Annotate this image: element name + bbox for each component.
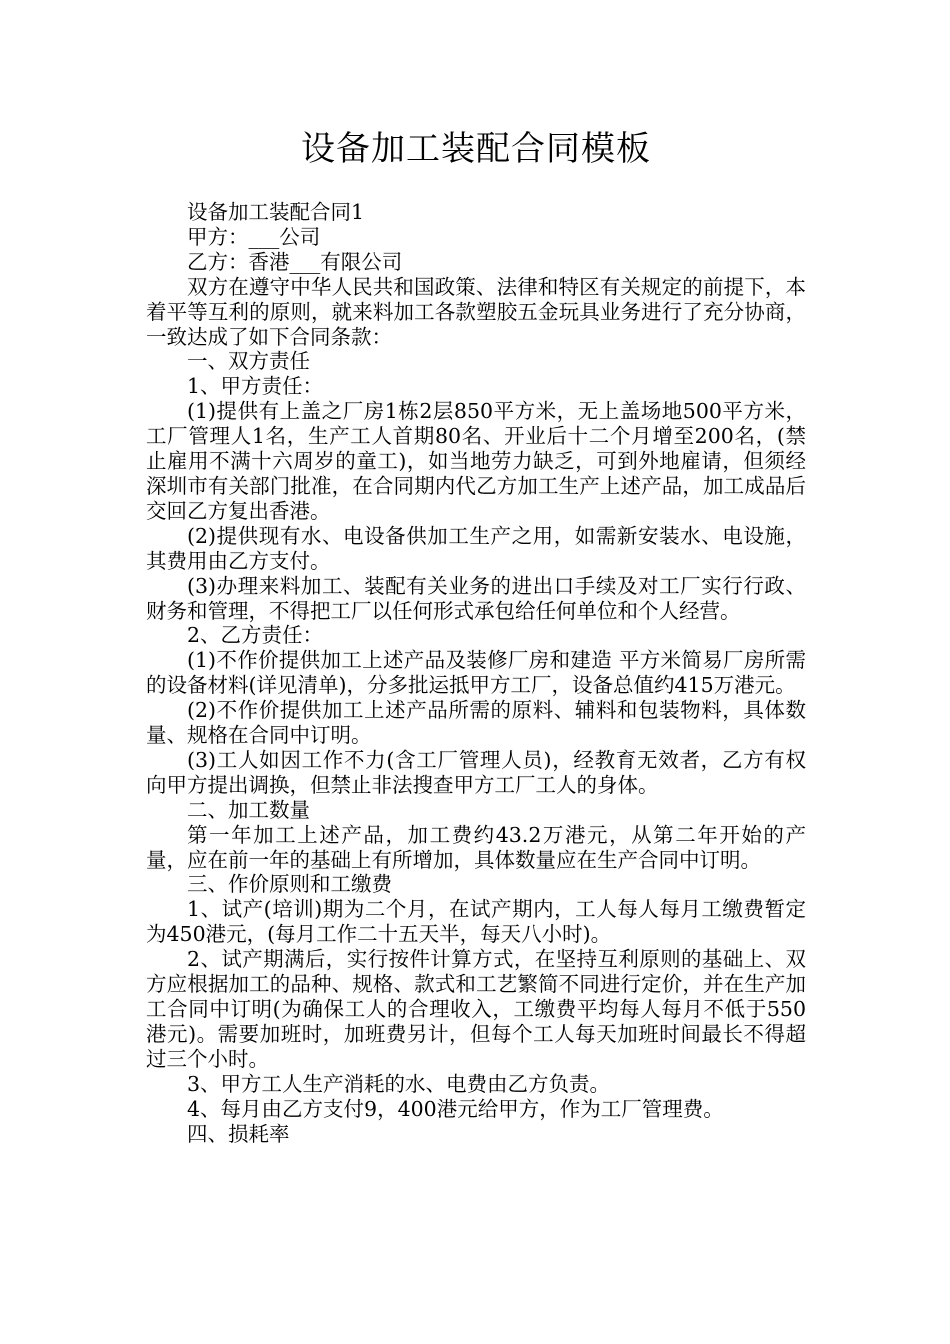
contract-heading: 设备加工装配合同1	[187, 200, 365, 224]
section-heading-pricing: 三、作价原则和工缴费	[187, 872, 392, 897]
section-heading-responsibilities: 一、双方责任	[187, 349, 310, 374]
clause-b3: (3)工人如因工作不力(含工厂管理人员)，经教育无效者，乙方有权向甲方提出调换，但禁止非法搜查甲方工厂工人的身体。	[146, 747, 806, 797]
document-title: 设备加工装配合同模板	[301, 129, 651, 169]
subsection-party-a-responsibilities: 1、甲方责任：	[187, 374, 324, 399]
pricing-clause-2: 2、试产期满后，实行按件计算方式，在坚持互利原则的基础上、双方应根据加工的品种、规格、款式和工艺繁简不同进行定价，并在生产加工合同中订明(为确保工人的合理收入，工缴费平均每人每月不低于550港元)。需要加班时，加班费另计，但每个工人每天加班时间最长不得超过三个小时。	[146, 947, 806, 1071]
party-b-line: 乙方：香港___有限公司	[187, 249, 403, 274]
subsection-party-b-responsibilities: 2、乙方责任：	[187, 623, 324, 648]
clause-a2: (2)提供现有水、电设备供加工生产之用，如需新安装水、电设施，其费用由乙方支付。	[146, 523, 806, 573]
pricing-clause-4: 4、每月由乙方支付9，400港元给甲方，作为工厂管理费。	[187, 1096, 724, 1121]
clause-a1: (1)提供有上盖之厂房1栋2层850平方米，无上盖场地500平方米，工厂管理人1名，生产工人首期80名、开业后十二个月增至200名，(禁止雇用不满十六周岁的童工)，如当地劳力缺乏，可到外地雇请，但须经深圳市有关部门批准，在合同期内代乙方加工生产上述产品，加工成品后交回乙方复出香港。	[146, 399, 806, 523]
pricing-clause-3: 3、甲方工人生产消耗的水、电费由乙方负责。	[187, 1071, 611, 1096]
quantity-paragraph: 第一年加工上述产品，加工费约43.2万港元，从第二年开始的产量，应在前一年的基础上有所增加，具体数量应在生产合同中订明。	[146, 822, 806, 872]
pricing-clause-1: 1、试产(培训)期为二个月，在试产期内，工人每人每月工缴费暂定为450港元，(每月工作二十五天半，每天八小时)。	[146, 897, 806, 947]
party-a-line: 甲方：___公司	[187, 224, 321, 249]
clause-b2: (2)不作价提供加工上述产品所需的原料、辅料和包装物料，具体数量、规格在合同中订明。	[146, 698, 806, 748]
section-heading-loss-rate: 四、损耗率	[187, 1121, 290, 1146]
clause-b1: (1)不作价提供加工上述产品及装修厂房和建造 平方米简易厂房所需的设备材料(详见清单)，分多批运抵甲方工厂，设备总值约415万港元。	[146, 648, 806, 698]
document-body	[146, 200, 806, 1146]
clause-a3: (3)办理来料加工、装配有关业务的进出口手续及对工厂实行行政、财务和管理，不得把工厂以任何形式承包给任何单位和个人经营。	[146, 573, 806, 623]
section-heading-quantity: 二、加工数量	[187, 797, 310, 822]
preamble-paragraph: 双方在遵守中华人民共和国政策、法律和特区有关规定的前提下，本着平等互利的原则，就来料加工各款塑胶五金玩具业务进行了充分协商，一致达成了如下合同条款：	[146, 274, 806, 349]
document-page	[146, 126, 806, 1146]
